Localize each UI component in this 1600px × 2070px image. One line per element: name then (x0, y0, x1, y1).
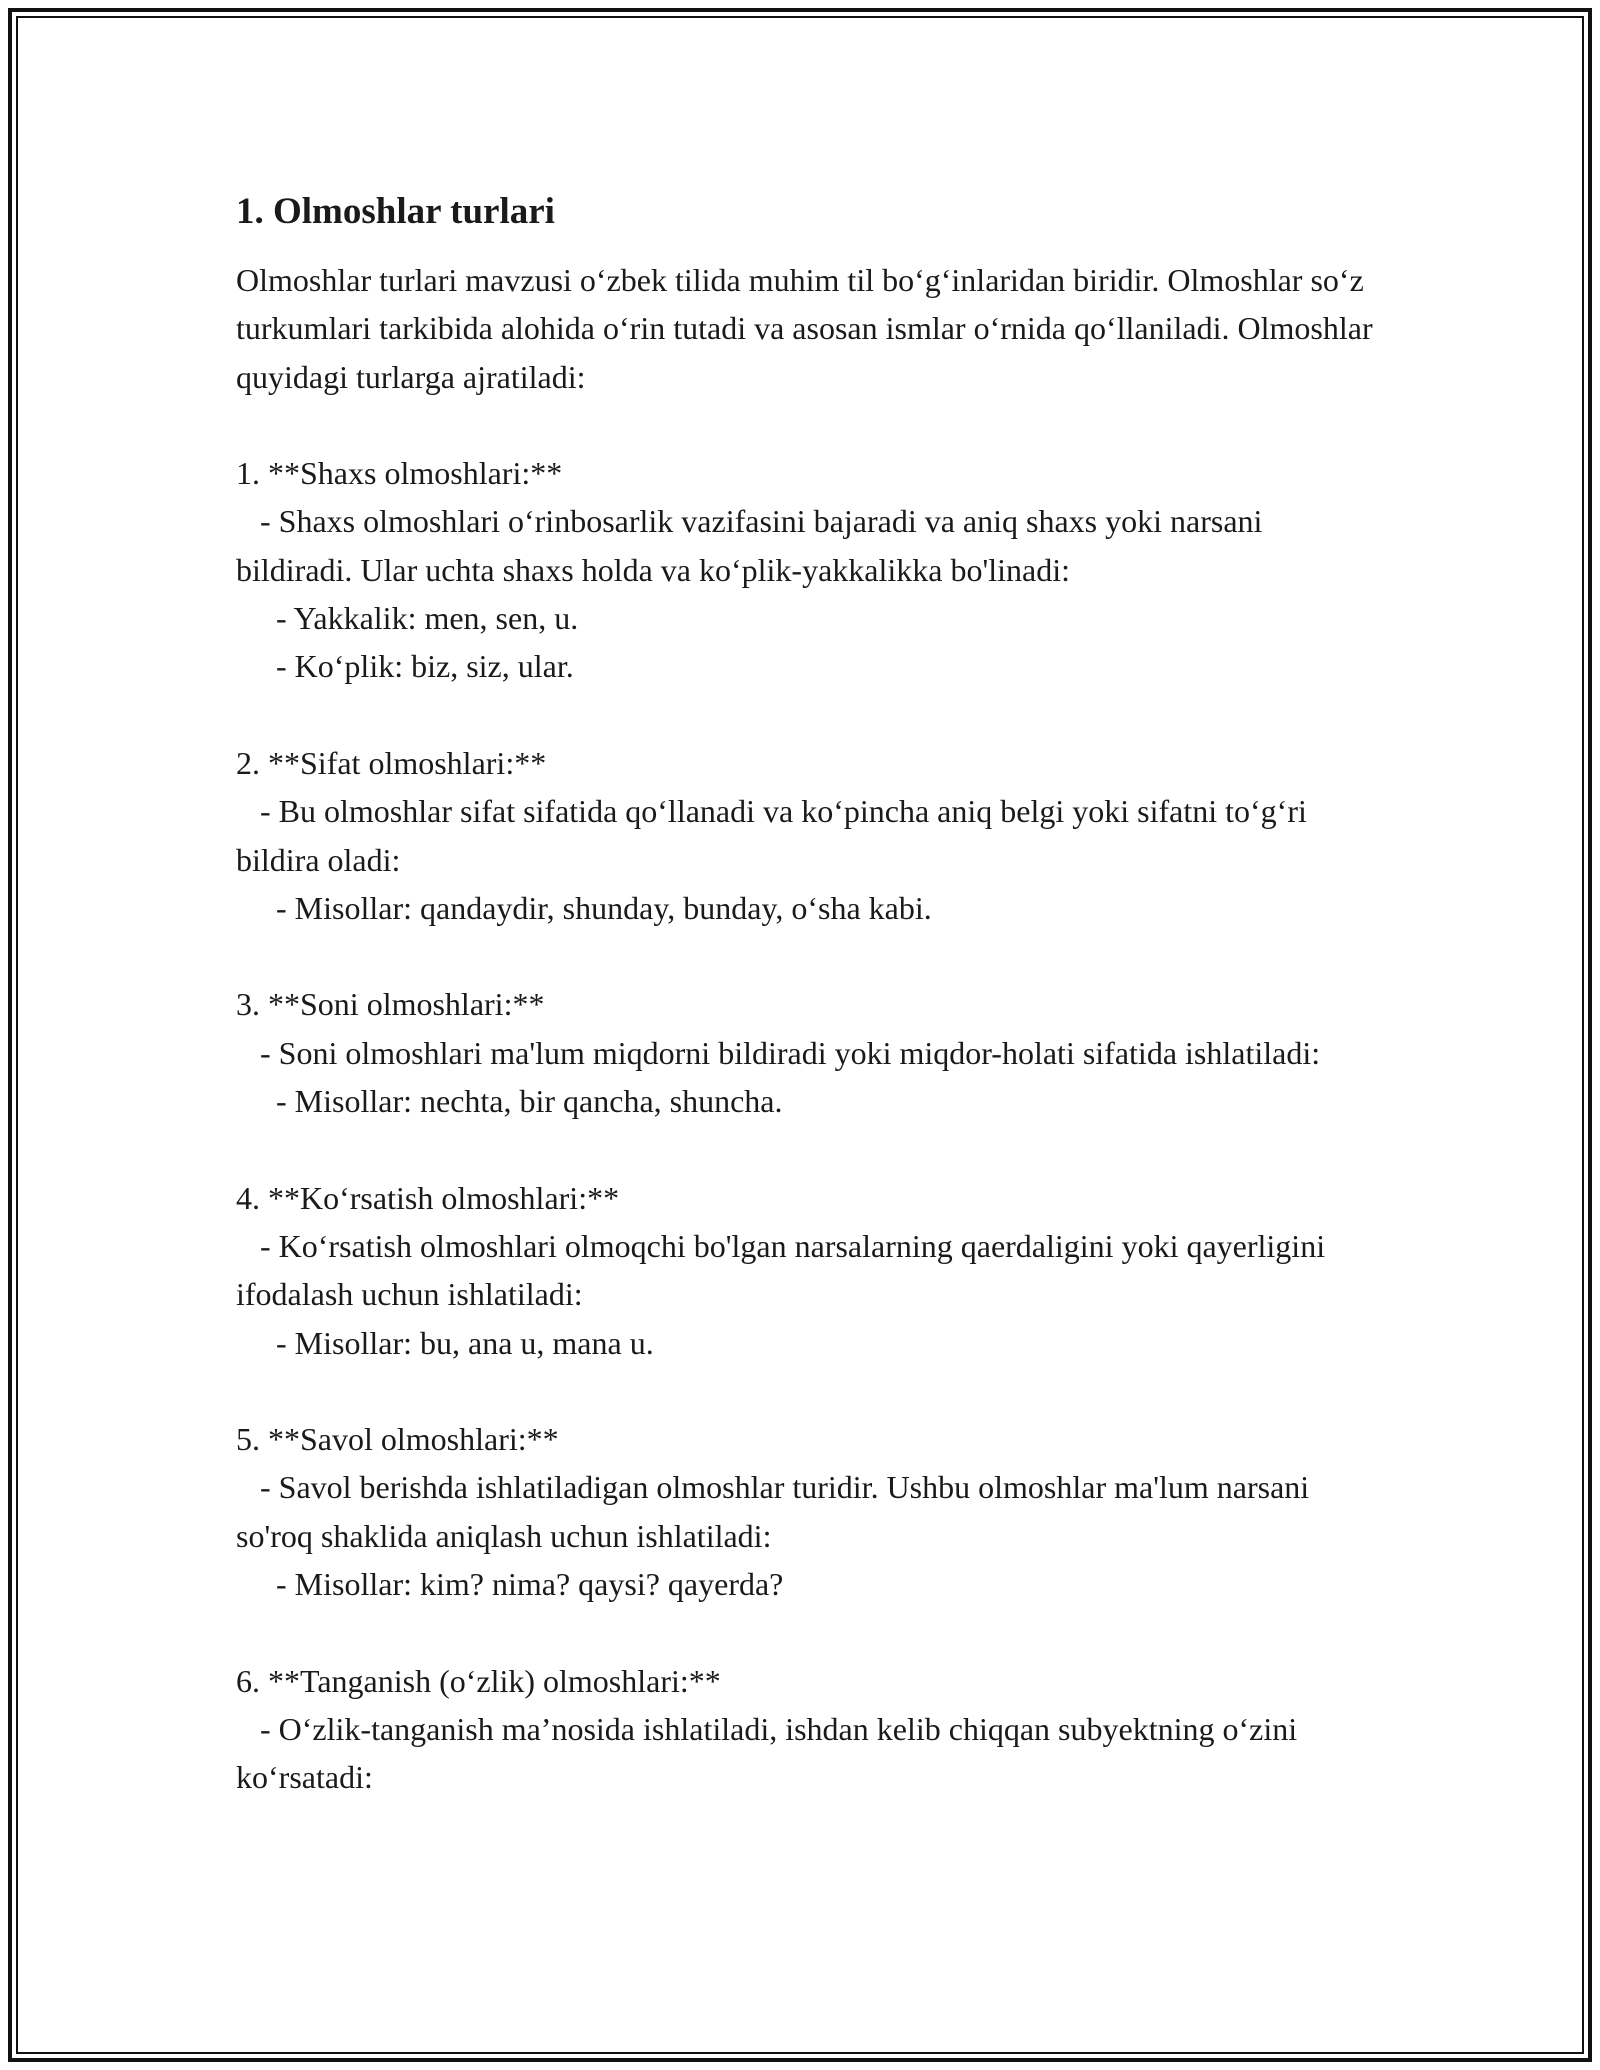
section-heading-savol: 5. **Savol olmoshlari:** (236, 1421, 559, 1458)
example-line: - Misollar: kim? nima? qaysi? qayerda? (236, 1566, 784, 1603)
example-line: - Misollar: nechta, bir qancha, shuncha. (236, 1083, 783, 1120)
intro-paragraph: Olmoshlar turlari mavzusi o‘zbek tilida muhim til bo‘g‘inlaridan biridir. Olmoshlar so‘z turkumlari tarkibida alohida o‘rin tutadi va asosan ismlar o‘rnida qo‘llaniladi. Olmoshlar quyidagi turlarga ajratiladi: (236, 262, 1381, 395)
example-line: - Misollar: qandaydir, shunday, bunday, o‘sha kabi. (236, 889, 932, 926)
spacer (236, 1608, 1376, 1656)
spacer (236, 401, 1376, 449)
example-line: - Misollar: bu, ana u, mana u. (236, 1324, 654, 1361)
section-description-tanganish: - O‘zlik-tanganish ma’nosida ishlatiladi, ishdan kelib chiqqan subyektning o‘zini ko‘rsatadi: (236, 1710, 1306, 1796)
section-heading-soni: 3. **Soni olmoshlari:** (236, 986, 545, 1023)
section-heading-sifat: 2. **Sifat olmoshlari:** (236, 744, 547, 781)
spacer (236, 932, 1376, 980)
document-title: 1. Olmoshlar turlari (236, 191, 555, 232)
section-description-sifat: - Bu olmoshlar sifat sifatida qo‘llanadi va ko‘pincha aniq belgi yoki sifatni to‘g‘ri bildira oladi: (236, 793, 1315, 878)
spacer (236, 691, 1376, 739)
section-heading-korsatish: 4. **Ko‘rsatish olmoshlari:** (236, 1179, 620, 1216)
example-line: - Ko‘plik: biz, siz, ular. (236, 648, 574, 685)
section-description-korsatish: - Ko‘rsatish olmoshlari olmoqchi bo'lgan narsalarning qaerdaligini yoki qayerligini ifodalash uchun ishlatiladi: (236, 1227, 1334, 1313)
document-body (236, 186, 1381, 1802)
spacer (236, 1367, 1376, 1415)
section-heading-shaxs: 1. **Shaxs olmoshlari:** (236, 455, 563, 492)
section-description-soni: - Soni olmoshlari ma'lum miqdorni bildiradi yoki miqdor-holati sifatida ishlatiladi: (236, 1034, 1321, 1071)
spacer (236, 1125, 1376, 1173)
section-heading-tanganish: 6. **Tanganish (o‘zlik) olmoshlari:** (236, 1662, 721, 1699)
section-description-savol: - Savol berishda ishlatiladigan olmoshlar turidir. Ushbu olmoshlar ma'lum narsani so'roq shaklida aniqlash uchun ishlatiladi: (236, 1469, 1318, 1554)
example-line: - Yakkalik: men, sen, u. (236, 600, 579, 637)
section-description-shaxs: - Shaxs olmoshlari o‘rinbosarlik vazifasini bajaradi va aniq shaxs yoki narsani bildiradi. Ular uchta shaxs holda va ko‘plik-yakkalikka bo'linadi: (236, 503, 1271, 588)
